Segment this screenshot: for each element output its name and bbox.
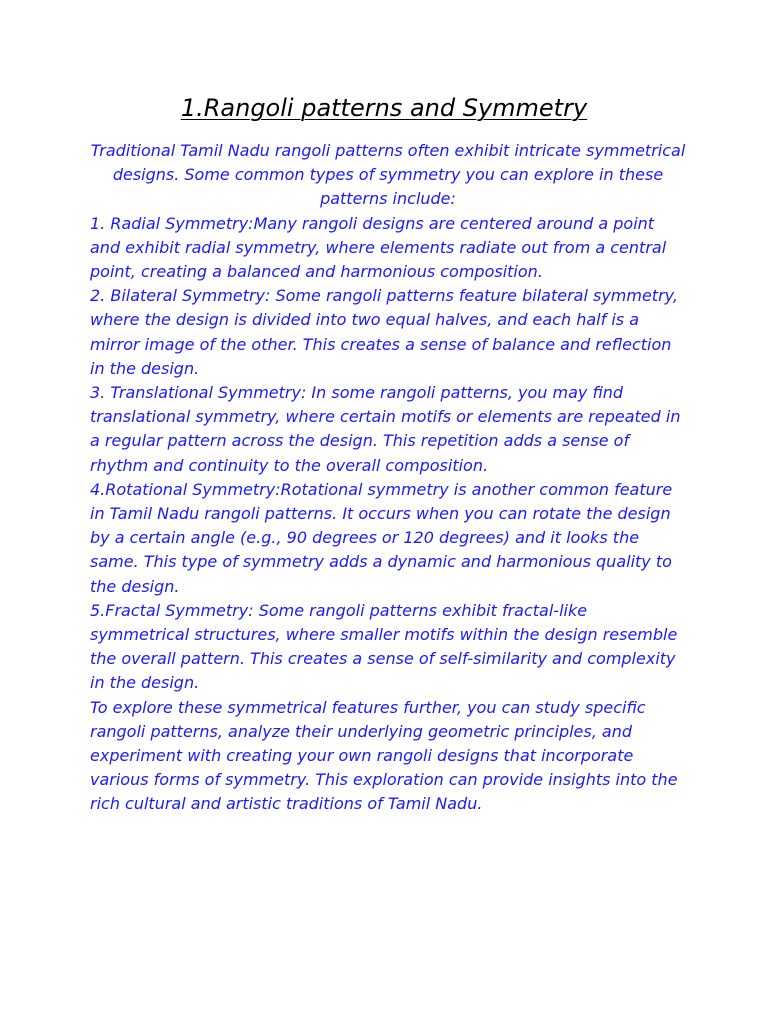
document-body xyxy=(90,139,686,817)
symmetry-item-rotational: 4.Rotational Symmetry:Rotational symmetry is another common feature in Tamil Nadu rangoli patterns. It occurs when you can rotate the design by a certain angle (e.g., 90 degrees or 120 degrees) and it looks the same. This type of symmetry adds a dynamic and harmonious quality to the design. xyxy=(90,479,673,596)
symmetry-item-translational: 3. Translational Symmetry: In some rangoli patterns, you may find translational symmetry, where certain motifs or elements are repeated in a regular pattern across the design. This repetition adds a sense of rhythm and continuity to the overall composition. xyxy=(90,383,681,475)
closing-paragraph: To explore these symmetrical features further, you can study specific rangoli patterns, analyze their underlying geometric principles, and experiment with creating your own rangoli designs that incorporate various forms of symmetry. This exploration can provide insights into the rich cultural and artistic traditions of Tamil Nadu. xyxy=(90,697,678,814)
symmetry-item-bilateral: 2. Bilateral Symmetry: Some rangoli patterns feature bilateral symmetry, where the design is divided into two equal halves, and each half is a mirror image of the other. This creates a sense of balance and reflection in the design. xyxy=(90,286,678,378)
intro-paragraph: Traditional Tamil Nadu rangoli patterns often exhibit intricate symmetrical designs. Some common types of symmetry you can explore in these patterns include: xyxy=(90,141,686,209)
symmetry-item-radial: 1. Radial Symmetry:Many rangoli designs are centered around a point and exhibit radial symmetry, where elements radiate out from a central point, creating a balanced and harmonious composition. xyxy=(90,213,667,282)
symmetry-item-fractal: 5.Fractal Symmetry: Some rangoli patterns exhibit fractal-like symmetrical structures, where smaller motifs within the design resemble the overall pattern. This creates a sense of self-similarity and complexity in the design. xyxy=(90,600,678,693)
document-title: 1.Rangoli patterns and Symmetry xyxy=(180,94,588,122)
